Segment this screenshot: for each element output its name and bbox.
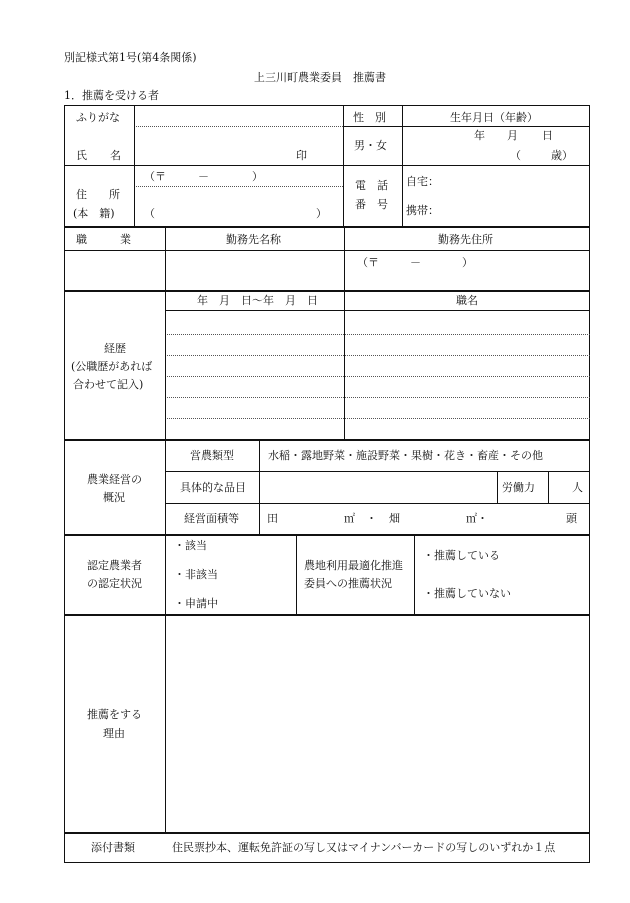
row-divider-career [64, 439, 590, 441]
col-divider-farming [259, 439, 260, 534]
labor-label: 労働力 [502, 481, 535, 494]
career-line-3 [165, 376, 590, 377]
recommend-no[interactable]: ・推薦していない [423, 587, 511, 600]
cert-option-no[interactable]: ・非該当 [174, 568, 218, 581]
committee-label-1: 農地利用最適化推進 [304, 559, 403, 572]
paddy-label: 田 [267, 512, 278, 525]
name-label-1: 氏 [76, 149, 87, 162]
phone-label-2: 番 号 [355, 198, 388, 211]
postal-prefix: （〒 [144, 170, 166, 183]
upland-unit: ㎡・ [466, 512, 488, 525]
reason-label-2: 理由 [103, 727, 125, 740]
row-divider-reason [64, 832, 590, 834]
col-divider-labor-1 [497, 471, 498, 503]
col-divider-main [165, 226, 166, 833]
committee-label-2: 委員への推薦状況 [304, 577, 392, 590]
sex-header-divider [343, 126, 590, 127]
birth-month-unit: 月 [507, 129, 518, 142]
job-postal-dash: － [410, 256, 421, 269]
birth-day-unit: 日 [542, 129, 553, 142]
name-label-2: 名 [110, 149, 121, 162]
certification-label-2: の認定状況 [87, 577, 142, 590]
attachments-value: 住民票抄本、運転免許証の写し又はマイナンバーカードの写しのいずれか１点 [172, 841, 556, 854]
certification-label-1: 認定農業者 [87, 559, 142, 572]
page-title: 上三川町農業委員 推薦書 [254, 71, 386, 84]
form-number: 別記様式第1号(第4条関係) [64, 51, 197, 64]
row-divider-job [64, 290, 590, 292]
farming-label-2: 概況 [103, 491, 125, 504]
job-postal-close: ） [462, 256, 473, 269]
farming-divider-1 [165, 471, 590, 472]
home-phone-label: 自宅： [406, 175, 439, 188]
farm-area-label: 経営面積等 [184, 512, 239, 525]
employer-address-header: 勤務先住所 [438, 233, 493, 246]
furigana-label: ふりがな [76, 111, 120, 124]
address-divider [134, 186, 343, 187]
col-divider-label [134, 105, 135, 226]
career-label-2: (公職歴があれば [71, 360, 153, 373]
domicile-label: (本 籍) [73, 207, 115, 220]
labor-unit: 人 [572, 481, 583, 494]
col-divider-cert-2 [414, 534, 415, 614]
paddy-unit: ㎡ ・ [344, 512, 377, 525]
section-heading: 1．推薦を受ける者 [64, 89, 159, 102]
col-divider-job [344, 226, 345, 439]
domicile-close: ） [316, 207, 327, 220]
address-label: 住 所 [76, 188, 120, 201]
postal-dash: － [198, 170, 209, 183]
employer-name-header: 勤務先名称 [226, 233, 281, 246]
career-line-2 [165, 355, 590, 356]
upland-label: 畑 [389, 512, 400, 525]
career-header-divider [165, 310, 590, 311]
farm-type-options[interactable]: 水稲・露地野菜・施設野菜・果樹・花き・畜産・その他 [268, 449, 543, 462]
career-line-1 [165, 334, 590, 335]
career-period-header: 年 月 日〜年 月 日 [197, 294, 318, 307]
col-divider-birth [402, 105, 403, 226]
cert-option-yes[interactable]: ・該当 [174, 539, 207, 552]
row-divider-job-header [64, 250, 590, 251]
job-postal-prefix: （〒 [357, 256, 379, 269]
mobile-phone-label: 携帯： [406, 204, 439, 217]
career-position-header: 職名 [456, 294, 478, 307]
row-divider-name [64, 165, 590, 166]
sex-options[interactable]: 男・女 [354, 139, 387, 152]
birth-year-unit: 年 [474, 129, 485, 142]
cert-option-pending[interactable]: ・申請中 [174, 597, 218, 610]
career-label-3: 合わせて記入) [73, 378, 144, 391]
row-divider-address [64, 226, 590, 228]
attachments-label: 添付書類 [91, 841, 135, 854]
col-divider-sex [343, 105, 344, 226]
age-close: 歳） [551, 149, 573, 162]
furigana-divider [134, 126, 343, 127]
col-divider-labor-2 [548, 471, 549, 503]
farming-divider-2 [165, 503, 590, 504]
seal-mark: 印 [296, 149, 307, 162]
reason-input-area[interactable] [167, 616, 588, 831]
career-label-1: 経歴 [104, 342, 126, 355]
job-label: 職 業 [76, 233, 131, 246]
reason-label-1: 推薦をする [87, 708, 142, 721]
domicile-open: （ [144, 207, 155, 220]
sex-label: 性 別 [353, 111, 386, 124]
postal-close: ） [252, 170, 263, 183]
farm-items-label: 具体的な品目 [180, 481, 246, 494]
birth-label: 生年月日（年齢） [450, 111, 538, 124]
career-line-5 [165, 418, 590, 419]
farming-label-1: 農業経営の [87, 473, 142, 486]
age-open: （ [510, 149, 521, 162]
livestock-unit: 頭 [566, 512, 577, 525]
career-line-4 [165, 397, 590, 398]
col-divider-cert-1 [296, 534, 297, 614]
farm-type-label: 営農類型 [190, 449, 234, 462]
phone-label-1: 電 話 [355, 179, 388, 192]
row-divider-farming [64, 534, 590, 536]
recommend-yes[interactable]: ・推薦している [423, 549, 500, 562]
